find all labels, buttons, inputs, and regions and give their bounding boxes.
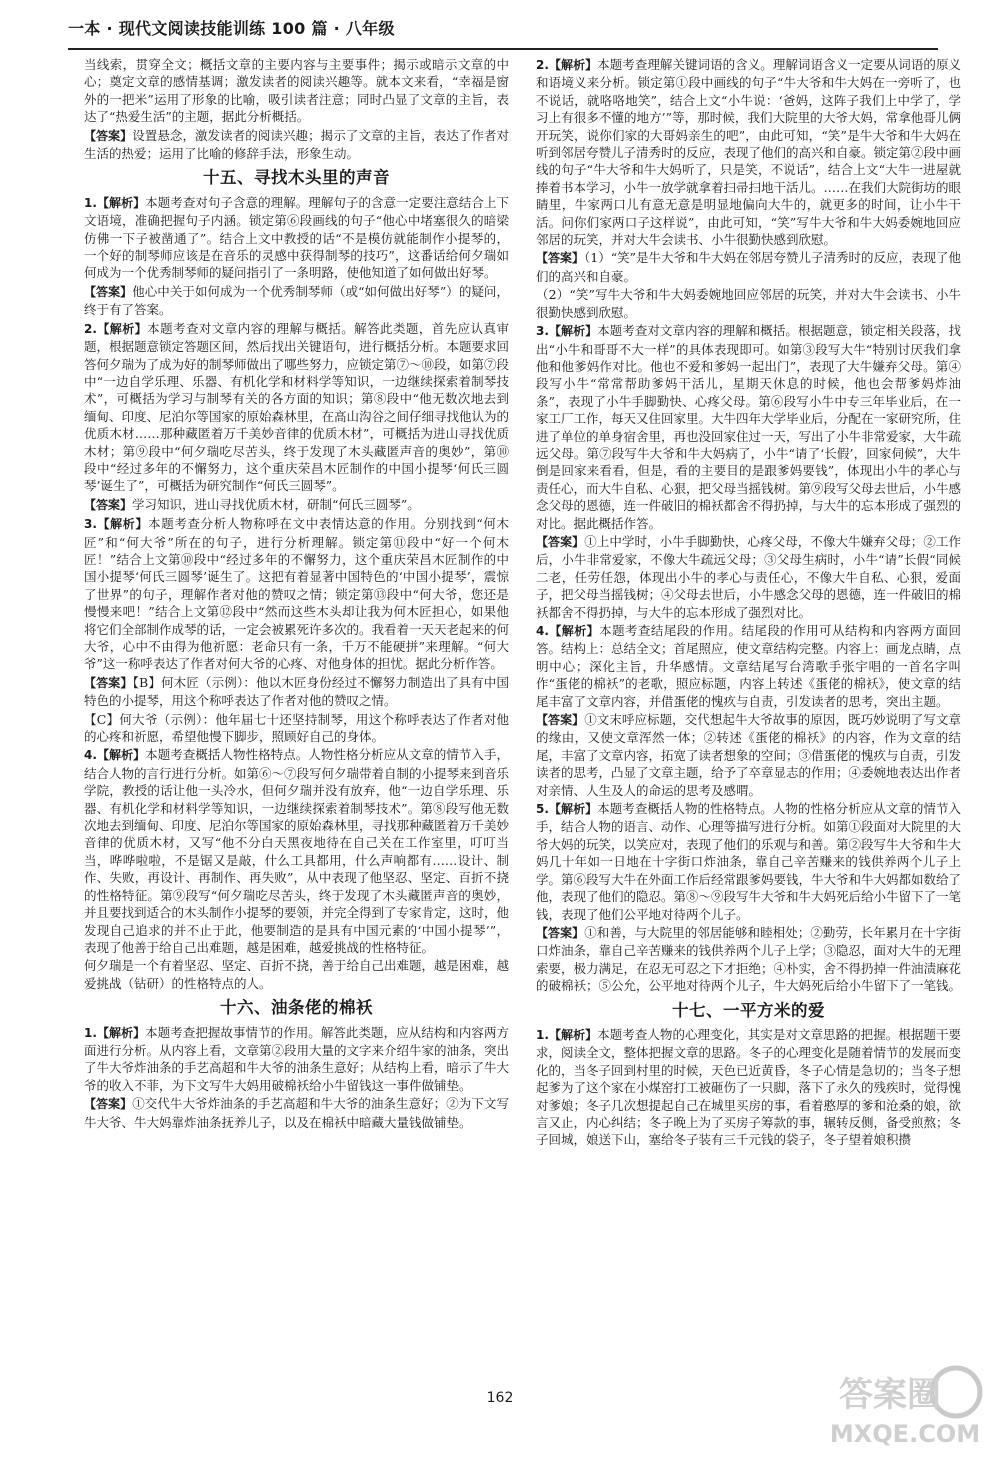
answer-text: ①上中学时，小牛手脚勤快，心疼父母，不像大牛嫌弃父母；②工作后，小牛非常爱家，不像大牛疏远父母；③父母生病时，小牛“请”长假“同候二老，任劳任怨，体现出小牛的孝心与责任心，不像大牛自私、心狠，爱面子，把父母当摇钱树；④父母去世后，小牛感念父母的恩德，连一件破旧的棉袄都舍不得扔掉，与大牛的忘本形成了强烈对比。 <box>536 533 961 620</box>
answer-label: 【答案】 <box>84 128 133 143</box>
answer-label: 【答案】 <box>84 675 133 690</box>
page-header <box>68 14 938 50</box>
answer-label: 【答案】 <box>536 925 585 940</box>
watermark-logo-icon <box>820 1362 990 1452</box>
analysis-label: 【解析】 <box>548 624 600 638</box>
analysis-text: 本题考查把握故事情节的作用。解答此类题，应从结构和内容两方面进行分析。从内容上看，文章第②段用大量的文字来介绍牛家的油条，突出了牛大爷炸油条的手艺高超和牛大爷的油条生意好；从结构上看，暗示了牛大爷的收入不菲，为下文写牛大妈用破棉袄给小牛留钱这一事件做铺垫。 <box>84 1024 509 1093</box>
answer-text: （1）“笑”是牛大爷和牛大妈在邻居夸赞儿子清秀时的反应，表现了他们的高兴和自豪。 <box>536 250 961 284</box>
item-16-2-answer <box>536 249 961 285</box>
answer-label: 【答案】 <box>536 713 585 728</box>
item-number: 5. <box>536 802 549 817</box>
item-15-2 <box>84 320 509 495</box>
item-number: 2. <box>536 58 549 72</box>
analysis-text: 本题考查对文章内容的理解与概括。解答此类题，首先应认真审题，根据题意锁定答题区间，然后找出关键语句，进行概括分析。本题要求回答何夕瑞为了成为好的制琴师做出了哪些努力，应锁定第⑦～⑩段，如第⑦段中“一边自学乐理、乐器、有机化学和材料学等知识，一边继续探索着制琴技术”，可概括为学习与制琴有关的各方面的知识；第⑧段中“他无数次地去到缅甸、印度、尼泊尔等国家的原始森林里，在高山沟谷之间仔细寻找他认为的优质木材……那种藏匿着万千美妙音律的优质木材”，可概括为进山寻找优质木材；第⑨段中“何夕瑞吃尽苦头，终于发现了木头藏匿声音的奥妙”，第⑩段中“经过多年的不懈努力，这个重庆荣昌木匠制作的中国小提琴‘何氏三圆琴’诞生了”，可概括为研究制作“何氏三圆琴”。 <box>84 320 509 494</box>
intro-paragraph <box>84 56 509 126</box>
analysis-label: 【解析】 <box>548 58 598 72</box>
header-title: 一本 · 现代文阅读技能训练 100 篇 · 八年级 <box>68 19 395 38</box>
analysis-text: 本题考查理解关键词语的含义。理解词语含义一定要从词语的原义和语境义来分析。锁定第①段中画线的句子“牛大爷和牛大妈在一旁听了，也不说话，就咯咯地笑”，结合上文“小牛说：‘爸妈，这阵子我们上中学了，学习上有很多不懂的地方’”等，那时候，我们大院里的大爷大妈，常拿他哥儿俩开玩笑，说你们家的大哥妈亲生的吧”，由此可知，“笑”是牛大爷和牛大妈在听到邻居夸赞儿子清秀时的反应，表现了他们的高兴和自豪。锁定第②段中画线的句子“牛大爷和牛大妈听了，只是笑，不说话”，结合上文“大牛一进屋就捧着书本学习，小牛一放学就拿着扫帚扫地干活儿。……在我们大院街坊的眼睛里，牛家两口儿有意无意是明显地偏向大牛的，就更多的时间，让小牛干活。问你们家两口子这样说”，由此可知，“笑”写牛大爷和牛大妈委婉地回应邻居的玩笑，并对大牛会读书、小牛很勤快感到欣慰。 <box>536 57 961 248</box>
analysis-text: 本题考查对句子含意的理解。理解句子的含意一定要注意结合上下文语境，准确把握句子内涵。锁定第⑥段画线的句子“他心中堵塞很久的暗梁仿佛一下子被凿通了”。结合上文中教授的话“不是模仿就能制作小提琴的，一个好的制琴师应该是在音乐的灵感中获得制琴的技巧”，这番话给何夕瑞如何成为一个优秀制琴师的疑问指引了一条明路，使他知道了如何做出好琴。 <box>84 194 509 281</box>
item-number: 1. <box>84 1025 97 1040</box>
item-number: 4. <box>84 748 97 763</box>
item-number: 3. <box>536 324 549 339</box>
item-number: 4. <box>536 624 549 638</box>
item-16-5-answer <box>536 924 961 995</box>
intro-answer <box>84 127 509 163</box>
item-number: 1. <box>536 1027 549 1042</box>
item-16-2 <box>536 56 961 248</box>
section-title-15: 十五、寻找木头里的声音 <box>203 168 390 188</box>
analysis-label: 【解析】 <box>96 517 149 532</box>
item-16-1-answer <box>84 1095 509 1131</box>
watermark-line-1: 答案圈 <box>839 1375 941 1415</box>
watermark-line-2: MXQE.COM <box>829 1420 981 1448</box>
analysis-text: 本题考查人物的心理变化，其实是对文章思路的把握。根据题干要求，阅读全文，整体把握文章的思路。冬子的心理变化是随着情节的发展而变化的，当冬子回到村里的时候，天色已近黄昏，冬子心情是急切的；当冬子想起爹为了这个家在小煤窑打工被砸伤了一只脚，落下了永久的残疾时，觉得愧对爹娘；冬子几次想提起自己在城里买房的事，看着憨厚的爹和沧桑的娘，欲言又止，内心纠结；冬子晚上为了买房子筹款的事，辗转反侧，备受煎熬；冬子回城，娘送下山，塞给冬子装有三千元钱的袋子，冬子望着娘积攒 <box>536 1026 961 1148</box>
item-number: 2. <box>84 321 97 336</box>
analysis-label: 【解析】 <box>96 748 146 763</box>
analysis-label: 【解析】 <box>548 1027 598 1042</box>
analysis-label: 【解析】 <box>96 1025 146 1040</box>
analysis-label: 【解析】 <box>548 802 598 817</box>
answer-text: 他心中关于如何成为一个优秀制琴师（或“如何做出好琴”）的疑问，终于有了答案。 <box>84 283 509 318</box>
answer-text: ①和善，与大院里的邻居能够和睦相处；②勤劳，长年累月在十字街口炸油条，靠自己辛苦赚来的钱供养两个儿子上学；③隐忍，面对大牛的无理索要，极力满足，在忍无可忍之下才拒绝；④朴实，舍不得扔掉一件油渍麻花的破棉袄；⑤公允，公平地对待两个儿子，牛大妈死后给小牛留下了一笔钱。 <box>536 924 961 994</box>
item-15-1 <box>84 194 509 282</box>
item-17-1 <box>536 1026 961 1149</box>
item-16-4 <box>536 622 961 710</box>
item-15-4 <box>84 746 509 956</box>
answer-label: 【答案】 <box>536 251 585 266</box>
answer-text: 学习知识，进山寻找优质木材，研制“何氏三圆琴”。 <box>132 496 420 512</box>
item-16-3 <box>536 322 961 532</box>
item-15-4-answer <box>84 957 509 992</box>
item-15-1-answer <box>84 283 509 319</box>
analysis-text: 本题考查概括人物的性格特点。人物的性格分析应从文章的情节入手，结合人物的语言、动作、心理等描写进行分析。如第①段面对大院里的大爷大妈的玩笑，以笑应对，表现了他们的乐观与和善。第②段写牛大爷和牛大妈几十年如一日地在十字街口炸油条，靠自己辛苦赚来的钱供养两个儿子上学。第⑥段写大牛在外面工作后经常跟爹妈要钱，牛大爷和牛大妈都如数给了他，表现了他们的隐忍。第⑧～⑨段写牛大爷和牛大妈死后给小牛留下了一笔钱，表现了他们公平地对待两个儿子。 <box>536 801 961 922</box>
item-15-3-answer <box>84 674 509 710</box>
watermark-logo <box>820 1362 990 1452</box>
analysis-text: 本题考查分析人物称呼在文中表情达意的作用。分别找到“何木匠”和“何大爷”所在的句子，进行分析理解。锁定第⑪段中“好一个何木匠！”结合上文第⑩段中“经过多年的不懈努力，这个重庆荣昌木匠制作的中国小提琴‘何氏三圆琴’诞生了。这把有着显著中国特色的‘中国小提琴’，震惊了世界”的句子，理解作者对他的赞叹之情；锁定第⑬段中“何大爷，您还是慢慢来吧！”结合上文第⑫段中“然而这些木头却让我为何木匠担心，如果他将它们全部制作成琴的话，一定会被累死许多次的。我看着一天天老起来的何大爷，心中不由得为他祈愿：老命只有一条，千万不能硬拼”来理解。“何大爷”这一称呼表达了作者对何大爷的心疼、对他身体的担忧。据此分析作答。 <box>84 516 509 672</box>
answer-text: 【B】何木匠（示例）：他以木匠身份经过不懈努力制造出了具有中国特色的小提琴，用这个称呼表达了作者对他的赞叹之情。 <box>84 674 509 709</box>
right-column <box>536 56 961 1386</box>
item-15-3 <box>84 515 509 673</box>
analysis-text: 本题考查对文章内容的理解和概括。根据题意，锁定相关段落，找出“小牛和哥哥不大一样”的具体表现即可。如第③段写大牛“特别讨厌我们拿他和他爹妈作对比。他也不爱和爹妈一起出门”，表现了大牛嫌弃父母。第④段写小牛“常常帮助爹妈干活儿，星期天休息的时候，他也会帮爹妈炸油条”，表现了小牛手脚勤快、心疼父母。第⑥段写小牛中专三年毕业后，在一家工厂工作，每天又住回家里。大牛四年大学毕业后，分配在一家研究所，住进了单位的单身宿舍里，再也没回家住过一天，写出了小牛非常爱家，大牛疏远父母。第⑦段写牛大爷和牛大妈病了，小牛“请了‘长假’，回家伺候”，大牛倒是回家来看看，但是，看的主要目的是跟爹妈要钱”，体现出小牛的孝心与责任心，而大牛自私、心狠，把父母当摇钱树。第⑨段写父母去世后，小牛感念父母的恩德，连一件破旧的棉袄都舍不得扔掉，与大牛的忘本形成了强烈的对比。据此概括作答。 <box>536 323 961 531</box>
section-title-16: 十六、油条佬的棉袄 <box>220 998 373 1018</box>
answer-text: 何夕瑞是一个有着坚忍、坚定、百折不挠，善于给自己出难题，越是困难，越爱挑战（钻研）的性格特点的人。 <box>84 958 509 991</box>
answer-label: 【答案】 <box>84 497 133 512</box>
answer-text: （2）“笑”写牛大爷和牛大妈委婉地回应邻居的玩笑，并对大牛会读书、小牛很勤快感到欣慰。 <box>536 287 961 320</box>
item-16-3-answer <box>536 533 961 621</box>
analysis-text: 本题考查结尾段的作用。结尾段的作用可从结构和内容两方面回答。结构上：总结全文；首尾照应，使文章结构完整。内容上：画龙点睛，点明中心；深化主旨，升华感情。文章结尾写台湾歌手张宇唱的一首名字叫作“蛋佬的棉袄”的老歌，照应标题，内容上转述《蛋佬的棉袄》，使文章的结尾丰富了文章内容，并借蛋佬的愧疚与自责，引发读者的思考，突出主题。 <box>536 623 961 709</box>
item-16-4-answer <box>536 711 961 799</box>
item-number: 3. <box>84 517 97 532</box>
left-column <box>84 56 509 1386</box>
answer-text: 设置悬念，激发读者的阅读兴趣；揭示了文章的主旨，表达了作者对生活的热爱；运用了比喻的修辞手法，形象生动。 <box>84 127 509 162</box>
item-16-2-answer2 <box>536 286 961 321</box>
page-number: 162 <box>486 1390 514 1406</box>
analysis-label: 【解析】 <box>96 321 148 336</box>
answer-label: 【答案】 <box>84 1097 133 1112</box>
item-number: 1. <box>84 195 97 210</box>
item-15-3-answer2 <box>84 711 509 746</box>
answer-label: 【答案】 <box>536 534 585 549</box>
answer-text: 【C】何大爷（示例）：他年届七十还坚持制琴，用这个称呼表达了作者对他的心疼和祈愿，希望他慢下脚步，照顾好自己的身体。 <box>84 711 509 745</box>
answer-text: ①交代牛大爷炸油条的手艺高超和牛大爷的油条生意好；②为下文写牛大爷、牛大妈靠炸油条抚养儿子，以及在棉袄中暗藏大量钱做铺垫。 <box>84 1096 509 1130</box>
answer-label: 【答案】 <box>84 284 133 299</box>
analysis-label: 【解析】 <box>548 324 598 339</box>
answer-text: ①文末呼应标题，交代想起牛大爷故事的原因，既巧妙说明了写文章的缘由，又使文章浑然一体；②转述《蛋佬的棉袄》的内容，作为文章的结尾，丰富了文章内容，拓宽了读者想象的空间；③借蛋佬的愧疚与自责，引发读者的思考，凸显了文章主题，给予了卒章显志的作用；④委婉地表达出作者对亲情、人生及人的命运的思考及感喟。 <box>536 712 961 798</box>
analysis-text: 本题考查概括人物性格特点。人物性格分析应从文章的情节入手，结合人物的言行进行分析。如第⑥～⑦段写何夕瑞带着自制的小提琴来到音乐学院，教授的话让他一头冷水，但何夕瑞并没有放弃，他“一边自学乐理、乐器、有机化学和材料学等知识，一边继续探索着制琴技术”。第⑧段写他无数次地去到缅甸、印度、尼泊尔等国家的原始森林里，寻找那种藏匿着万千美妙音律的优质木材，又写“他不分白天黑夜地待在自己关在工作室里，叮叮当当，哗哗啦啦，不是锯又是敲，什么工具都用，什么声响都有……设计、制作、失败，再设计、再制作、再失败”，从中表现了他坚忍、坚定、百折不挠的性格特征。第⑨段写“何夕瑞吃尽苦头，终于发现了木头藏匿声音的奥妙，并且要找到适合的木头制作小提琴的要领，并完全得到了专家肯定，这时，他发现自己追求的并不止于此，他要制造的是具有中国元素的‘中国小提琴’”，表现了他善于给自己出难题，越是困难，越爱挑战的性格特征。 <box>84 747 509 955</box>
section-title-17: 十七、一平方米的爱 <box>672 1000 825 1020</box>
analysis-label: 【解析】 <box>96 195 146 210</box>
item-16-1 <box>84 1024 509 1095</box>
intro-text: 当线索，贯穿全文；概括文章的主要内容与主要事件；揭示或暗示文章的中心；奠定文章的感情基调；激发读者的阅读兴趣等。就本文来看，“幸福是窗外的一把米”运用了形象的比喻，吸引读者注意；同时凸显了文章的主旨，表达了“热爱生活”的主题，据此分析概括。 <box>84 57 509 125</box>
item-16-5 <box>536 800 961 923</box>
item-15-2-answer <box>84 496 509 514</box>
